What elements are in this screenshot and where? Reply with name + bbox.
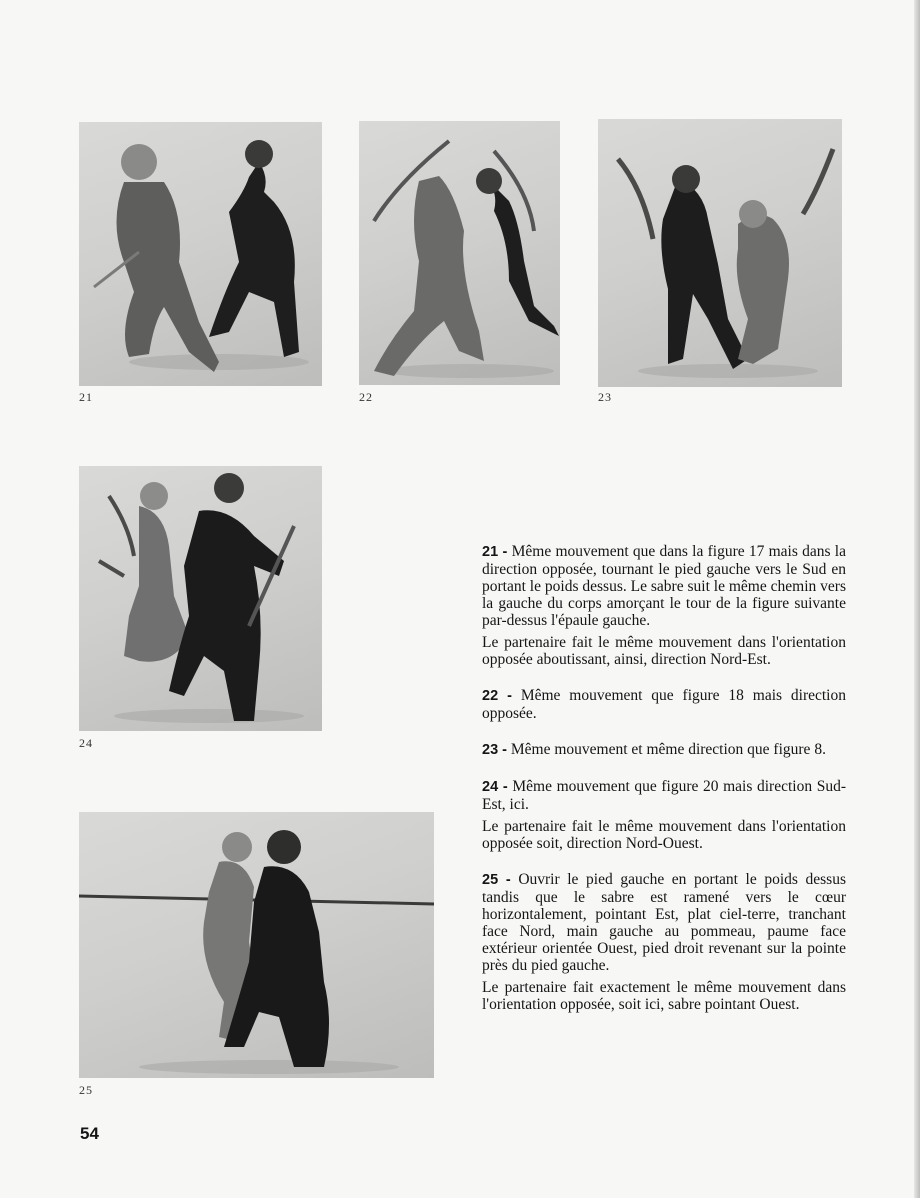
paragraph-22	[482, 687, 846, 722]
paragraph-24	[482, 778, 846, 813]
step-number-24: 24 -	[482, 779, 508, 795]
step-text-23: Même mouvement et même direction que figure 8.	[507, 741, 826, 758]
figure-23-caption: 23	[598, 390, 612, 404]
figure-21-caption: 21	[79, 390, 93, 404]
paragraph-23	[482, 741, 846, 759]
step-number-22: 22 -	[482, 688, 512, 704]
figure-21-illustration	[79, 122, 322, 386]
step-number-21: 21 -	[482, 544, 508, 560]
step-number-25: 25 -	[482, 872, 511, 888]
step-number-23: 23 -	[482, 742, 507, 758]
page-edge	[914, 0, 920, 1198]
photo-figure-24	[79, 466, 322, 731]
figure-22-illustration	[359, 121, 560, 385]
step-text-21: Même mouvement que dans la figure 17 mais dans la direction opposée, tournant le pied gauche vers le Sud en portant le poids dessus. Le sabre suit le même chemin vers la gauche du corps amorçant le tour de la figure suivante par-dessus l'épaule gauche.	[482, 543, 846, 629]
paragraph-24-partner: Le partenaire fait le même mouvement dans l'orientation opposée soit, direction Nord-Ouest.	[482, 818, 846, 852]
figure-24-caption: 24	[79, 736, 93, 750]
photo-figure-22	[359, 121, 560, 385]
paragraph-25	[482, 871, 846, 974]
step-text-24: Même mouvement que figure 20 mais direction Sud-Est, ici.	[482, 778, 846, 813]
figure-23-illustration	[598, 119, 842, 387]
photo-figure-21	[79, 122, 322, 386]
page-number: 54	[80, 1124, 99, 1143]
step-text-22: Même mouvement que figure 18 mais direction opposée.	[482, 687, 846, 722]
figure-25-illustration	[79, 812, 434, 1078]
paragraph-25-partner: Le partenaire fait exactement le même mouvement dans l'orientation opposée, soit ici, sabre pointant Ouest.	[482, 979, 846, 1013]
paragraph-21	[482, 543, 846, 629]
step-text-25: Ouvrir le pied gauche en portant le poids dessus tandis que le sabre est ramené vers le cœur horizontalement, pointant Est, plat ciel-terre, tranchant face Nord, main gauche au pommeau, paume face extérieur orientée Ouest, pied droit revenant sur la pointe près du pied gauche.	[482, 871, 846, 974]
photo-figure-23	[598, 119, 842, 387]
photo-figure-25	[79, 812, 434, 1078]
figure-25-caption: 25	[79, 1083, 93, 1097]
figure-24-illustration	[79, 466, 322, 731]
figure-22-caption: 22	[359, 390, 373, 404]
instruction-text-column	[482, 543, 846, 1013]
paragraph-21-partner: Le partenaire fait le même mouvement dans l'orientation opposée aboutissant, ainsi, direction Nord-Est.	[482, 634, 846, 668]
